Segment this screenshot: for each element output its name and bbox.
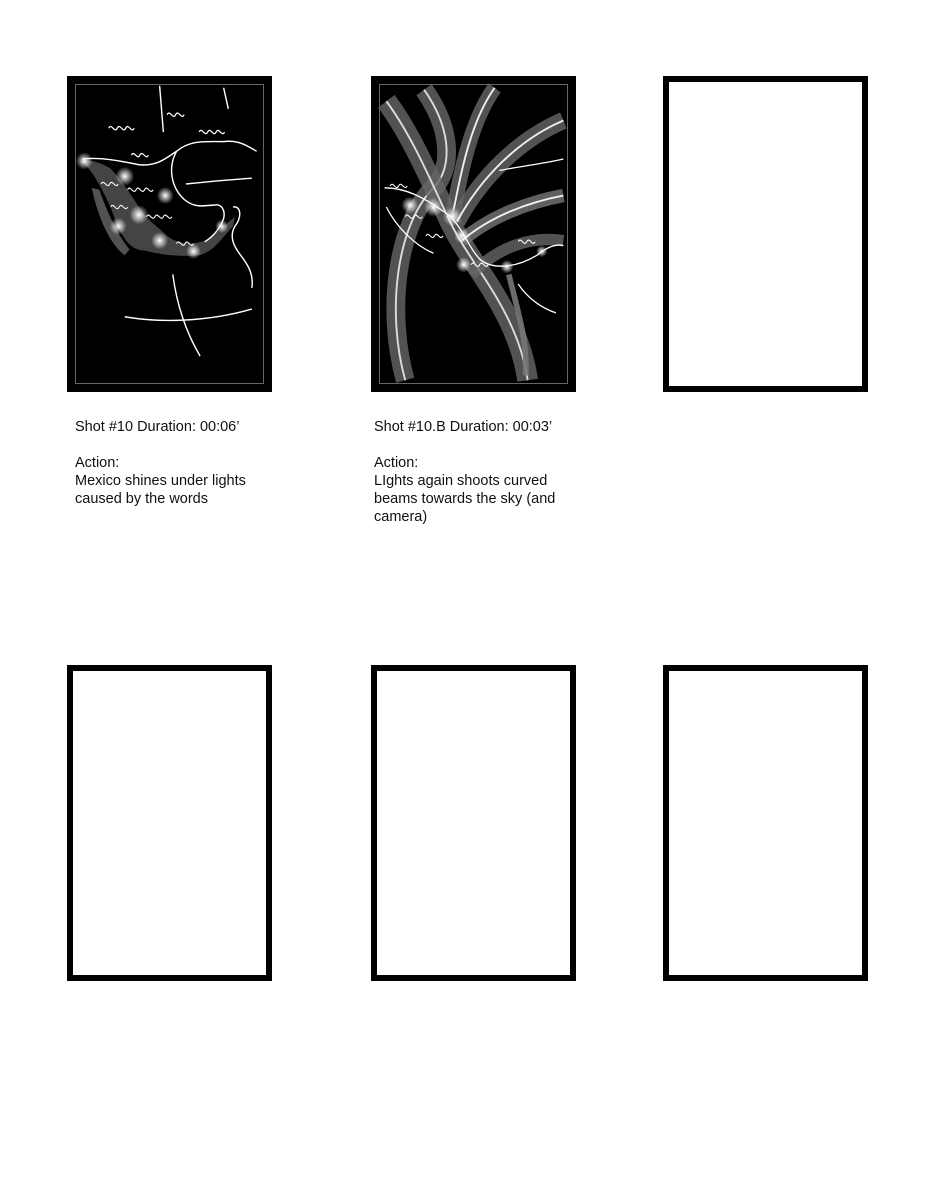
action-label: Action: (75, 455, 120, 471)
shot-caption (374, 418, 589, 526)
storyboard-frame-shot-10b (371, 76, 576, 392)
action-label: Action: (374, 455, 419, 471)
storyboard-frame-empty (67, 665, 272, 981)
action-description: Mexico shines under lights caused by the words (75, 473, 246, 507)
mexico-map-light-beams-sketch (377, 82, 570, 386)
storyboard-frame-empty (663, 665, 868, 981)
shot-title: Shot #10 Duration: 00:06’ (75, 419, 240, 435)
storyboard-frame-empty (663, 76, 868, 392)
shot-title: Shot #10.B Duration: 00:03’ (374, 419, 553, 435)
storyboard-frame-shot-10 (67, 76, 272, 392)
storyboard-frame-empty (371, 665, 576, 981)
shot-caption (75, 418, 290, 508)
action-description: LIghts again shoots curved beams towards the sky (and camera) (374, 473, 556, 525)
mexico-map-lights-sketch (73, 82, 266, 386)
